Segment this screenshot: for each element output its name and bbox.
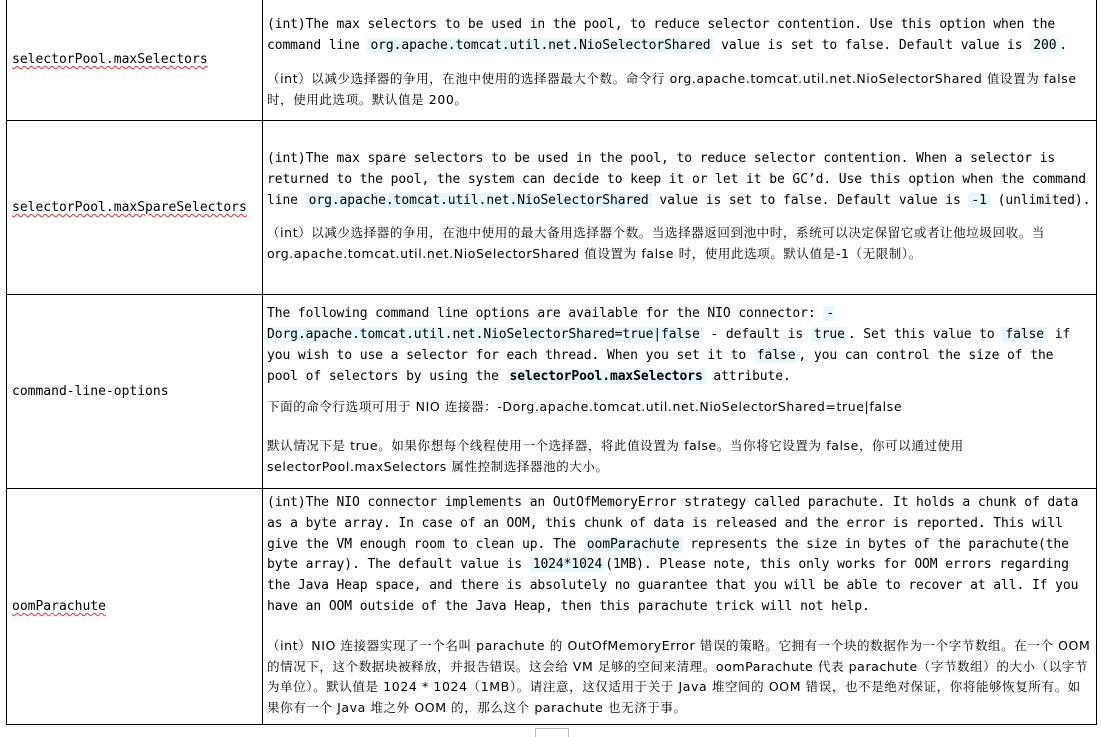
code-snippet: false: [1002, 327, 1047, 342]
text: , you can control the size of the pool of selectors by using the: [267, 347, 1054, 384]
text: (int)The NIO connector implements an OutOfMemoryError strategy called parachute. It holds a chunk of data as a byte array. In case of an OOM, this chunk of data is released and the error is reported. This will give the VM enough room to clean up. The: [267, 495, 1079, 552]
attribute-name-cell: [7, 121, 263, 295]
text: .: [1059, 38, 1068, 54]
attribute-description-cell: [263, 489, 1097, 725]
description-en: [267, 149, 1092, 211]
attribute-name-cell: [7, 489, 263, 725]
description-zh: （int）以减少选择器的争用，在池中使用的最大备用选择器个数。当选择器返回到池中时，系统可以决定保留它或者让他垃圾回收。当 org.apache.tomcat.util.net.NioSelectorShared 值设置为 false 时，使用此选项。默认值是-1（无限制）。: [267, 225, 1045, 262]
text: . Set this value to: [847, 327, 1003, 342]
description-en: [267, 493, 1092, 618]
description-zh: 下面的命令行选项可用于 NIO 连接器：-Dorg.apache.tomcat.util.net.NioSelectorShared=true|false: [267, 399, 903, 415]
attribute-table: [6, 0, 1097, 725]
text: if you wish to use a selector for each thread. When you set it to: [267, 327, 1071, 363]
attribute-description-cell: [263, 121, 1097, 295]
code-snippet: org.apache.tomcat.util.net.NioSelectorShared: [306, 193, 652, 208]
text: (int)The max selectors to be used in the pool, to reduce selector contention. Use this option when the command line: [267, 17, 1056, 54]
code-snippet: 1024*1024: [530, 557, 606, 572]
table-row: [7, 0, 1097, 121]
code-snippet: 200: [1030, 38, 1059, 53]
text: (unlimited).: [989, 192, 1091, 208]
description-en: [267, 7, 1092, 57]
code-snippet: org.apache.tomcat.util.net.NioSelectorShared: [367, 38, 713, 53]
attribute-description-cell: [263, 295, 1097, 489]
code-snippet: false: [754, 348, 799, 363]
text: (1MB). Please note, this only works for OOM errors regarding the Java Heap space, and there is absolutely no guarantee that you will be able to recover at all. If you have an OOM outside of the Java Heap, then this parachute trick will not help.: [267, 557, 1079, 614]
description-zh: 默认情况下是 true。如果你想每个线程使用一个选择器，将此值设置为 false。当你将它设置为 false，你可以通过使用 selectorPool.maxSelectors 属性控制选择器池的大小。: [267, 438, 964, 474]
code-snippet: -Dorg.apache.tomcat.util.net.NioSelectorShared=true|false: [267, 306, 835, 342]
description-en: [267, 304, 1092, 387]
attribute-name: selectorPool.maxSelectors: [12, 52, 208, 67]
table-row: [7, 121, 1097, 295]
code-snippet: oomParachute: [584, 537, 683, 552]
code-snippet: selectorPool.maxSelectors: [507, 369, 706, 384]
table-row: [7, 295, 1097, 489]
table-resize-handle[interactable]: [535, 728, 569, 737]
description-zh: （int）NIO 连接器实现了一个名叫 parachute 的 OutOfMemoryError 错误的策略。它拥有一个块的数据作为一个字节数组。在一个 OOM 的情况下，这个数据块被释放，并报告错误。这会给 VM 足够的空间来清理。oomParachute 代表 parachute（字节数组）的大小（以字节为单位）。默认值是 1024 * 1024（1MB）。请注意，这仅适用于关于 Java 堆空间的 OOM 错误，也不是绝对保证，你将能够恢复所有。如果你有一个 Java 堆之外 OOM 的，那么这个 parachute 也无济于事。: [267, 637, 1091, 716]
attribute-name-cell: [7, 295, 263, 489]
text: attribute.: [705, 368, 791, 384]
attribute-name: oomParachute: [12, 599, 106, 614]
attribute-name-cell: [7, 0, 263, 121]
attribute-name: command-line-options: [12, 384, 169, 399]
table-row: [7, 489, 1097, 725]
text: value is set to false. Default value is: [713, 38, 1031, 54]
description-zh: （int）以减少选择器的争用，在池中使用的选择器最大个数。命令行 org.apache.tomcat.util.net.NioSelectorShared 值设置为 false 时，使用此选项。默认值是 200。: [267, 71, 1077, 107]
text: - default is: [702, 327, 811, 342]
attribute-name: selectorPool.maxSpareSelectors: [12, 200, 247, 215]
text: represents the size in bytes of the parachute(the byte array). The default value is: [267, 536, 1069, 573]
code-snippet: -1: [968, 193, 989, 208]
attribute-description-cell: [263, 0, 1097, 121]
text: value is set to false. Default value is: [651, 192, 969, 208]
code-snippet: true: [811, 327, 848, 342]
text: (int)The max spare selectors to be used in the pool, to reduce selector contention. When a selector is returned to the pool, the system can decide to keep it or let it be GC’d. Use this option when the command line: [267, 151, 1087, 208]
text: The following command line options are available for the NIO connector:: [267, 306, 824, 322]
